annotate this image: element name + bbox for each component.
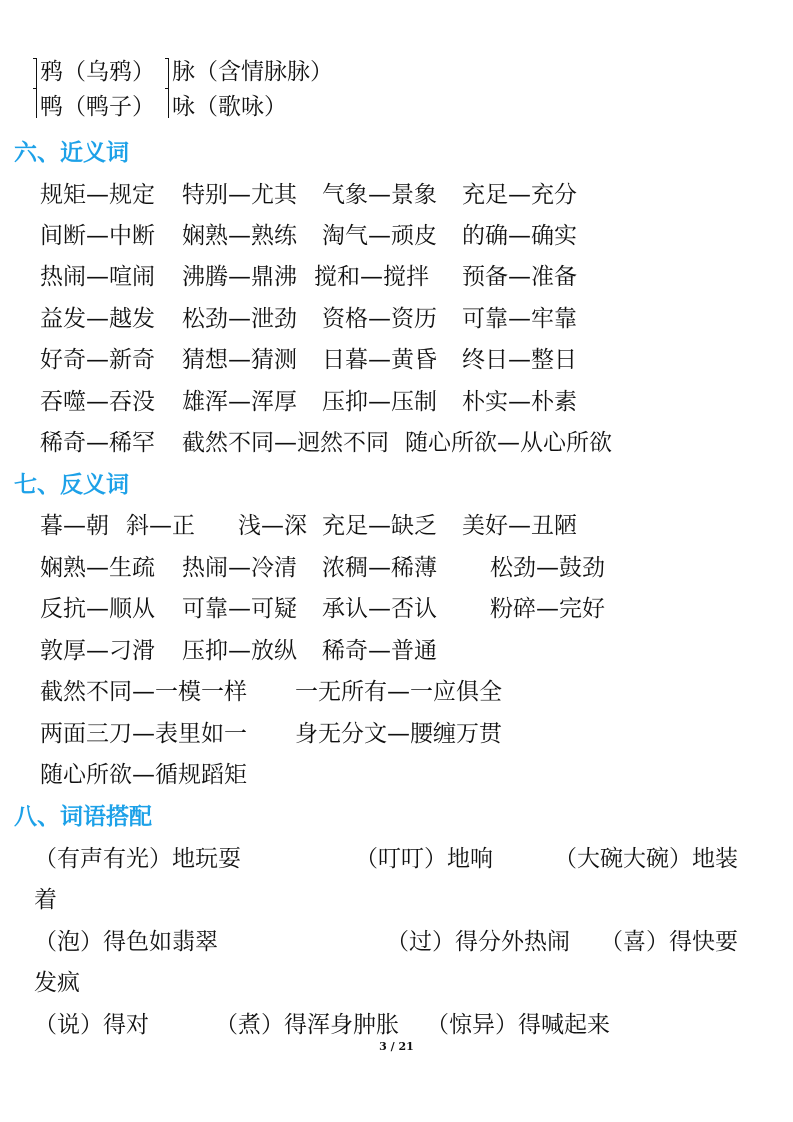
word-pair: 热闹—喧闹 [40, 264, 155, 290]
word-pair: 充足—缺乏 [322, 513, 437, 539]
collocation-item: （煮）得浑身肿胀 [215, 1012, 399, 1038]
collocation-item: （叮叮）地响 [355, 846, 493, 872]
section-heading-antonyms: 七、反义词 [14, 472, 129, 498]
word-pair: 可靠—牢靠 [462, 306, 577, 332]
collocation-item: （惊异）得喊起来 [426, 1012, 610, 1038]
word-pair: 热闹—冷清 [182, 555, 297, 581]
word-pair: 间断—中断 [40, 223, 155, 249]
word-pair: 朴实—朴素 [462, 389, 577, 415]
word-pair: 特别—尤其 [182, 182, 297, 208]
word-pair: 规矩—规定 [40, 182, 155, 208]
word-pair: 淘气—顽皮 [322, 223, 437, 249]
collocation-item: 着 [34, 887, 57, 913]
word-pair: 娴熟—熟练 [182, 223, 297, 249]
section-heading-synonyms: 六、近义词 [14, 140, 129, 166]
word-pair: 预备—准备 [462, 264, 577, 290]
collocation-item: （过）得分外热闹 [386, 929, 570, 955]
word-pair: 终日—整日 [462, 347, 577, 373]
word-pair: 身无分文—腰缠万贯 [295, 721, 502, 747]
word-pair: 雄浑—浑厚 [182, 389, 297, 415]
collocation-item: （泡）得色如翡翠 [34, 929, 218, 955]
polyphone-item: 脉（含情脉脉） [172, 59, 333, 85]
polyphone-item: 鸭（鸭子） [40, 94, 155, 120]
word-pair: 沸腾—鼎沸 [182, 264, 297, 290]
word-pair: 益发—越发 [40, 306, 155, 332]
word-pair: 的确—确实 [462, 223, 577, 249]
collocation-item: （有声有光）地玩耍 [34, 846, 241, 872]
word-pair: 猜想—猜测 [182, 347, 297, 373]
section-heading-collocations: 八、词语搭配 [14, 804, 152, 830]
word-pair: 吞噬—吞没 [40, 389, 155, 415]
collocation-item: 发疯 [34, 970, 80, 996]
word-pair: 暮—朝 [40, 513, 109, 539]
word-pair: 稀奇—普通 [322, 638, 437, 664]
word-pair: 随心所欲—从心所欲 [405, 430, 612, 456]
word-pair: 斜—正 [126, 513, 195, 539]
collocation-item: （说）得对 [34, 1012, 149, 1038]
word-pair: 日暮—黄昏 [322, 347, 437, 373]
word-pair: 充足—充分 [462, 182, 577, 208]
word-pair: 松劲—泄劲 [182, 306, 297, 332]
collocation-item: （喜）得快要 [600, 929, 738, 955]
word-pair: 截然不同—迥然不同 [182, 430, 389, 456]
word-pair: 美好—丑陋 [462, 513, 577, 539]
word-pair: 气象—景象 [322, 182, 437, 208]
collocation-item: （大碗大碗）地装 [554, 846, 738, 872]
word-pair: 娴熟—生疏 [40, 555, 155, 581]
word-pair: 一无所有—一应俱全 [295, 679, 502, 705]
word-pair: 随心所欲—循规蹈矩 [40, 762, 247, 788]
word-pair: 稀奇—稀罕 [40, 430, 155, 456]
word-pair: 反抗—顺从 [40, 596, 155, 622]
word-pair: 浓稠—稀薄 [322, 555, 437, 581]
polyphone-item: 鸦（乌鸦） [40, 59, 155, 85]
word-pair: 可靠—可疑 [182, 596, 297, 622]
word-pair: 截然不同—一模一样 [40, 679, 247, 705]
word-pair: 松劲—鼓劲 [490, 555, 605, 581]
page-number: 3 / 21 [379, 1040, 414, 1053]
word-pair: 压抑—压制 [322, 389, 437, 415]
word-pair: 粉碎—完好 [490, 596, 605, 622]
word-pair: 两面三刀—表里如一 [40, 721, 247, 747]
word-pair: 承认—否认 [322, 596, 437, 622]
word-pair: 压抑—放纵 [182, 638, 297, 664]
word-pair: 资格—资历 [322, 306, 437, 332]
word-pair: 浅—深 [238, 513, 307, 539]
word-pair: 搅和—搅拌 [314, 264, 429, 290]
word-pair: 敦厚—刁滑 [40, 638, 155, 664]
polyphone-item: 咏（歌咏） [172, 94, 287, 120]
word-pair: 好奇—新奇 [40, 347, 155, 373]
